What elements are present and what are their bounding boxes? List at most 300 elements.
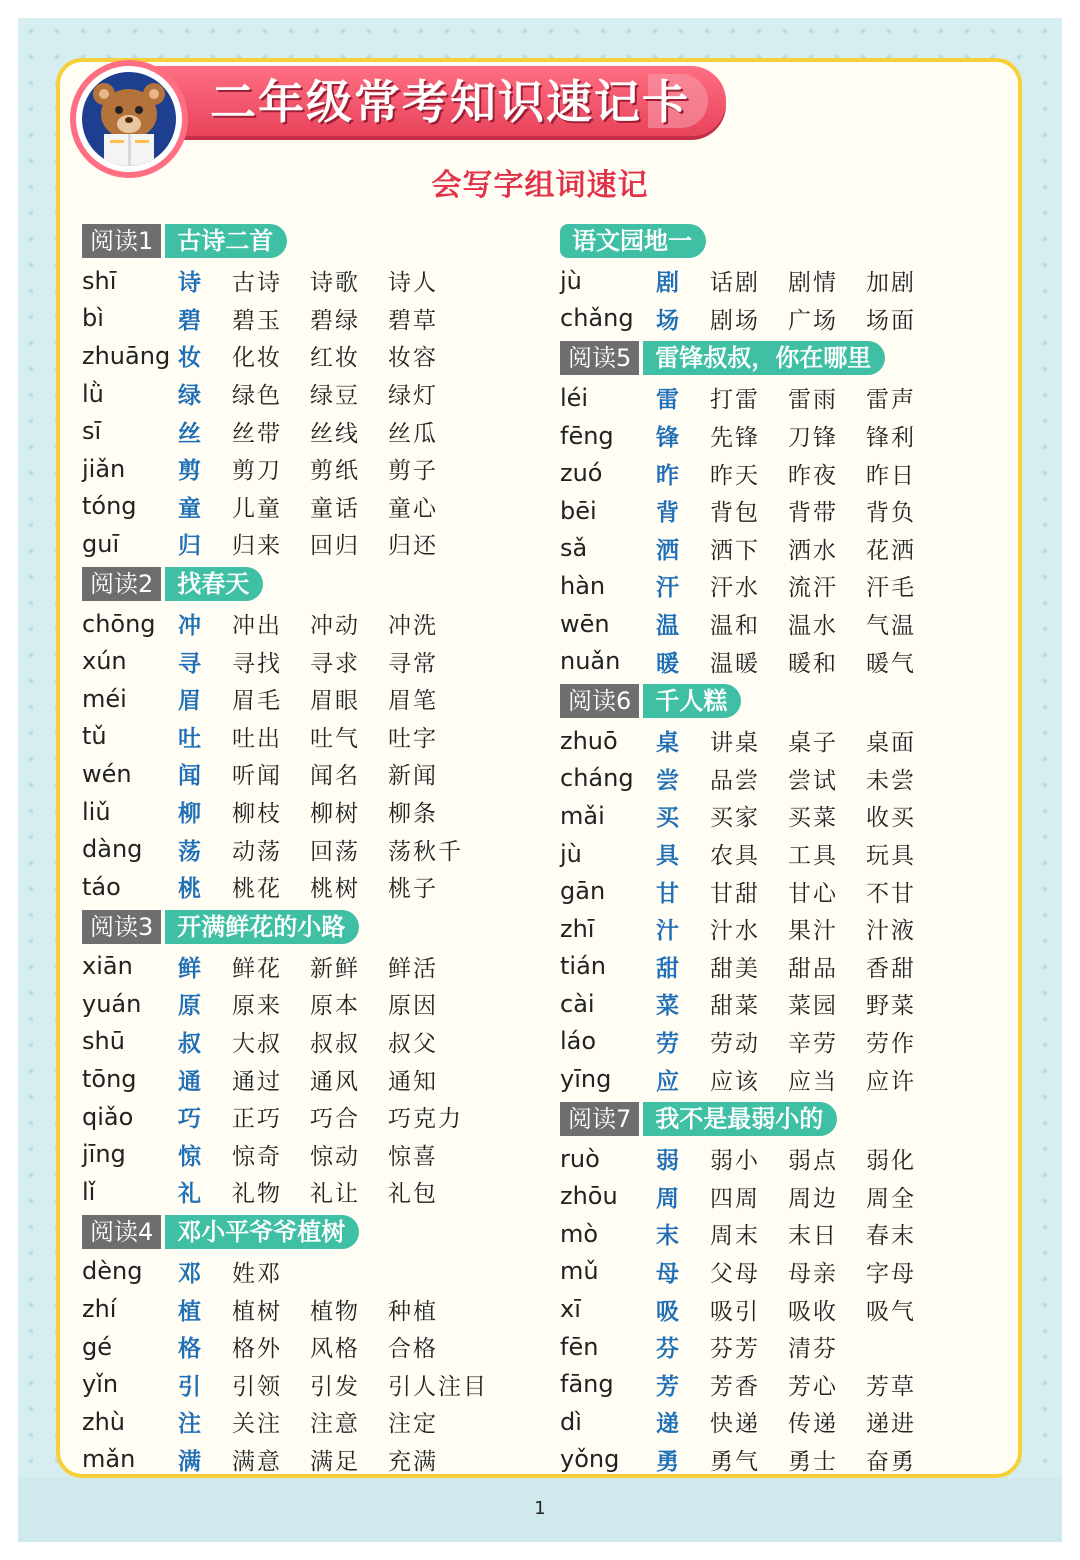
word: 桌子 xyxy=(788,730,838,757)
lesson-label: 阅读2 xyxy=(82,567,161,601)
word: 吸引 xyxy=(710,1298,760,1325)
word: 叔父 xyxy=(388,1030,438,1057)
subtitle: 会写字组词速记 xyxy=(431,168,649,203)
lesson-label: 阅读6 xyxy=(560,684,639,718)
word: 通过 xyxy=(232,1068,282,1095)
word: 场面 xyxy=(866,307,916,334)
word-row xyxy=(560,567,980,605)
word: 丝带 xyxy=(232,420,282,447)
character: 桌 xyxy=(656,730,679,757)
word: 勇气 xyxy=(710,1448,760,1475)
character: 引 xyxy=(178,1373,201,1400)
word: 惊动 xyxy=(310,1143,360,1170)
character: 昨 xyxy=(656,462,679,489)
word: 温和 xyxy=(710,613,760,640)
character: 周 xyxy=(656,1185,679,1212)
character: 洒 xyxy=(656,537,679,564)
word: 关注 xyxy=(232,1411,282,1438)
word: 果汁 xyxy=(788,918,838,945)
word: 丝线 xyxy=(310,420,360,447)
pinyin: ruò xyxy=(560,1144,600,1173)
word-row xyxy=(560,872,980,910)
character: 买 xyxy=(656,805,679,832)
word: 锋利 xyxy=(866,425,916,452)
word: 末日 xyxy=(788,1223,838,1250)
word: 回荡 xyxy=(310,838,360,865)
character: 鲜 xyxy=(178,955,201,982)
lesson-label: 阅读4 xyxy=(82,1215,161,1249)
pinyin: táo xyxy=(82,872,121,901)
word: 冲洗 xyxy=(388,613,438,640)
character: 荡 xyxy=(178,838,201,865)
character: 邓 xyxy=(178,1260,201,1287)
word: 应该 xyxy=(710,1068,760,1095)
word: 打雷 xyxy=(710,387,760,414)
word: 化妆 xyxy=(232,345,282,372)
word: 注意 xyxy=(310,1411,360,1438)
character: 巧 xyxy=(178,1106,201,1133)
character: 冲 xyxy=(178,613,201,640)
word: 递进 xyxy=(866,1411,916,1438)
word: 鲜花 xyxy=(232,955,282,982)
word: 背带 xyxy=(788,500,838,527)
word: 剪子 xyxy=(388,458,438,485)
topic-label: 开满鲜花的小路 xyxy=(165,910,359,944)
word: 广场 xyxy=(788,307,838,334)
pinyin: jù xyxy=(560,839,582,868)
character: 暖 xyxy=(656,650,679,677)
word-row xyxy=(560,985,980,1023)
word: 讲桌 xyxy=(710,730,760,757)
word-row xyxy=(560,948,980,986)
pinyin: dì xyxy=(560,1407,582,1436)
character: 通 xyxy=(178,1068,201,1095)
pinyin: mò xyxy=(560,1219,599,1248)
word-row xyxy=(560,492,980,530)
word: 芳草 xyxy=(866,1373,916,1400)
word-row xyxy=(560,1290,980,1328)
word: 背包 xyxy=(710,500,760,527)
character: 汗 xyxy=(656,575,679,602)
word: 童心 xyxy=(388,495,438,522)
word: 暖气 xyxy=(866,650,916,677)
word: 话剧 xyxy=(710,270,760,297)
word: 通知 xyxy=(388,1068,438,1095)
word: 满意 xyxy=(232,1448,282,1475)
word: 未尝 xyxy=(866,767,916,794)
pinyin: guī xyxy=(82,529,120,558)
word-row xyxy=(82,948,502,986)
pinyin: láo xyxy=(560,1027,597,1056)
word-row xyxy=(560,1140,980,1178)
word: 温暖 xyxy=(710,650,760,677)
word: 桃子 xyxy=(388,876,438,903)
word: 童话 xyxy=(310,495,360,522)
word: 绿色 xyxy=(232,383,282,410)
pinyin: méi xyxy=(82,684,127,713)
character: 诗 xyxy=(178,270,201,297)
word-row xyxy=(82,1098,502,1136)
character: 柳 xyxy=(178,801,201,828)
character: 闻 xyxy=(178,763,201,790)
lesson-label: 阅读3 xyxy=(82,910,161,944)
word: 昨日 xyxy=(866,462,916,489)
word: 满足 xyxy=(310,1448,360,1475)
word: 玩具 xyxy=(866,843,916,870)
word: 弱小 xyxy=(710,1148,760,1175)
word-row xyxy=(560,835,980,873)
word: 吐出 xyxy=(232,725,282,752)
word: 寻求 xyxy=(310,650,360,677)
word: 奋勇 xyxy=(866,1448,916,1475)
character: 弱 xyxy=(656,1148,679,1175)
word: 汁液 xyxy=(866,918,916,945)
pinyin: fēng xyxy=(560,421,614,450)
character: 丝 xyxy=(178,420,201,447)
word-row xyxy=(560,417,980,455)
word: 惊喜 xyxy=(388,1143,438,1170)
word-row xyxy=(82,642,502,680)
word: 甘甜 xyxy=(710,880,760,907)
page-title: 二年级常考知识速记卡 xyxy=(210,75,690,129)
word: 吸气 xyxy=(866,1298,916,1325)
word-row xyxy=(82,375,502,413)
lesson-label: 阅读1 xyxy=(82,224,161,258)
word: 荡秋千 xyxy=(388,838,463,865)
pinyin: zhù xyxy=(82,1407,126,1436)
word: 礼物 xyxy=(232,1181,282,1208)
pinyin: tóng xyxy=(82,492,137,521)
word-row xyxy=(560,1177,980,1215)
word: 周末 xyxy=(710,1223,760,1250)
section-header xyxy=(82,224,502,258)
word: 甜菜 xyxy=(710,993,760,1020)
word-row xyxy=(82,1135,502,1173)
pinyin: gān xyxy=(560,877,606,906)
word: 传递 xyxy=(788,1411,838,1438)
character: 背 xyxy=(656,500,679,527)
pinyin: gé xyxy=(82,1332,112,1361)
character: 甜 xyxy=(656,955,679,982)
section-header xyxy=(560,1102,980,1136)
topic-label: 千人糕 xyxy=(643,684,741,718)
pinyin: chǎng xyxy=(560,304,634,333)
word: 碧玉 xyxy=(232,307,282,334)
word: 花洒 xyxy=(866,537,916,564)
word: 礼包 xyxy=(388,1181,438,1208)
word: 吐气 xyxy=(310,725,360,752)
word: 叔叔 xyxy=(310,1030,360,1057)
word: 格外 xyxy=(232,1336,282,1363)
word: 寻常 xyxy=(388,650,438,677)
pinyin: léi xyxy=(560,383,589,412)
word: 柳条 xyxy=(388,801,438,828)
pinyin: tōng xyxy=(82,1065,137,1094)
pinyin: zhuō xyxy=(560,726,618,755)
pinyin: jīng xyxy=(82,1140,126,1169)
character: 吐 xyxy=(178,725,201,752)
word: 劳动 xyxy=(710,1030,760,1057)
word-row xyxy=(560,1023,980,1061)
character: 寻 xyxy=(178,650,201,677)
topic-label: 找春天 xyxy=(165,567,263,601)
word-row xyxy=(560,454,980,492)
word: 父母 xyxy=(710,1260,760,1287)
pinyin: zhī xyxy=(560,914,595,943)
pinyin: yǐn xyxy=(82,1370,119,1399)
character: 尝 xyxy=(656,767,679,794)
word: 冲出 xyxy=(232,613,282,640)
word: 周边 xyxy=(788,1185,838,1212)
lesson-label: 阅读7 xyxy=(560,1102,639,1136)
topic-label: 我不是最弱小的 xyxy=(643,1102,837,1136)
word-row xyxy=(82,985,502,1023)
word-row xyxy=(82,488,502,526)
word: 劳作 xyxy=(866,1030,916,1057)
pinyin: bēi xyxy=(560,496,597,525)
left-column xyxy=(82,220,502,1478)
word: 注定 xyxy=(388,1411,438,1438)
word: 买家 xyxy=(710,805,760,832)
pinyin: jiǎn xyxy=(82,454,126,483)
word-row xyxy=(560,379,980,417)
word: 眉笔 xyxy=(388,688,438,715)
character: 锋 xyxy=(656,425,679,452)
pinyin: fāng xyxy=(560,1370,614,1399)
character: 绿 xyxy=(178,383,201,410)
character: 叔 xyxy=(178,1030,201,1057)
word-row xyxy=(560,262,980,300)
word-row xyxy=(560,1365,980,1403)
page-number: 1 xyxy=(534,1498,546,1519)
word: 回归 xyxy=(310,533,360,560)
word: 雷声 xyxy=(866,387,916,414)
word: 原因 xyxy=(388,993,438,1020)
word: 桃花 xyxy=(232,876,282,903)
word: 洒水 xyxy=(788,537,838,564)
character: 桃 xyxy=(178,876,201,903)
word: 闻名 xyxy=(310,763,360,790)
character: 惊 xyxy=(178,1143,201,1170)
pinyin: cháng xyxy=(560,764,634,793)
section-header xyxy=(560,341,980,375)
word-row xyxy=(560,797,980,835)
section-header xyxy=(560,684,980,718)
pinyin: shī xyxy=(82,266,117,295)
word-row xyxy=(560,1253,980,1291)
word: 冲动 xyxy=(310,613,360,640)
word: 温水 xyxy=(788,613,838,640)
word: 引发 xyxy=(310,1373,360,1400)
word: 姓邓 xyxy=(232,1260,282,1287)
topic-label: 语文园地一 xyxy=(560,224,706,258)
character: 眉 xyxy=(178,688,201,715)
pinyin: cài xyxy=(560,989,595,1018)
word-row xyxy=(82,1403,502,1441)
pinyin: lǜ xyxy=(82,379,104,408)
word-row xyxy=(82,718,502,756)
word-row xyxy=(82,1441,502,1479)
word-row xyxy=(82,830,502,868)
word: 引领 xyxy=(232,1373,282,1400)
character: 芬 xyxy=(656,1336,679,1363)
word: 吐字 xyxy=(388,725,438,752)
word: 工具 xyxy=(788,843,838,870)
character: 芳 xyxy=(656,1373,679,1400)
word: 植物 xyxy=(310,1298,360,1325)
pinyin: tián xyxy=(560,952,606,981)
word-row xyxy=(82,1173,502,1211)
word: 雷雨 xyxy=(788,387,838,414)
word: 收买 xyxy=(866,805,916,832)
word: 诗人 xyxy=(388,270,438,297)
word: 原来 xyxy=(232,993,282,1020)
character: 妆 xyxy=(178,345,201,372)
word: 四周 xyxy=(710,1185,760,1212)
word: 气温 xyxy=(866,613,916,640)
word: 菜园 xyxy=(788,993,838,1020)
word: 汗毛 xyxy=(866,575,916,602)
word: 鲜活 xyxy=(388,955,438,982)
word: 甜品 xyxy=(788,955,838,982)
word: 辛劳 xyxy=(788,1030,838,1057)
word: 植树 xyxy=(232,1298,282,1325)
character: 汁 xyxy=(656,918,679,945)
word: 风格 xyxy=(310,1336,360,1363)
character: 应 xyxy=(656,1068,679,1095)
pinyin: dèng xyxy=(82,1257,143,1286)
word: 春末 xyxy=(866,1223,916,1250)
bear-mascot-badge xyxy=(76,66,182,172)
word: 昨夜 xyxy=(788,462,838,489)
character: 勇 xyxy=(656,1448,679,1475)
word: 寻找 xyxy=(232,650,282,677)
word: 柳枝 xyxy=(232,801,282,828)
word-row xyxy=(82,1365,502,1403)
word: 归还 xyxy=(388,533,438,560)
word: 品尝 xyxy=(710,767,760,794)
character: 植 xyxy=(178,1298,201,1325)
pinyin: zhuāng xyxy=(82,341,171,370)
pinyin: xún xyxy=(82,647,127,676)
pinyin: qiǎo xyxy=(82,1102,134,1131)
section-header xyxy=(560,224,980,258)
topic-label: 古诗二首 xyxy=(165,224,287,258)
section-header xyxy=(82,1215,502,1249)
character: 原 xyxy=(178,993,201,1020)
pinyin: sǎ xyxy=(560,534,588,563)
pinyin: fēn xyxy=(560,1332,599,1361)
character: 满 xyxy=(178,1448,201,1475)
word: 大叔 xyxy=(232,1030,282,1057)
character: 递 xyxy=(656,1411,679,1438)
word: 汁水 xyxy=(710,918,760,945)
word: 暖和 xyxy=(788,650,838,677)
word-row xyxy=(82,793,502,831)
word: 周全 xyxy=(866,1185,916,1212)
word: 丝瓜 xyxy=(388,420,438,447)
word-row xyxy=(560,1441,980,1479)
word-row xyxy=(82,262,502,300)
word: 弱点 xyxy=(788,1148,838,1175)
word: 眉眼 xyxy=(310,688,360,715)
word: 清芬 xyxy=(788,1336,838,1363)
section-header xyxy=(82,567,502,601)
word: 惊奇 xyxy=(232,1143,282,1170)
character: 礼 xyxy=(178,1181,201,1208)
word: 吸收 xyxy=(788,1298,838,1325)
word: 碧草 xyxy=(388,307,438,334)
word: 儿童 xyxy=(232,495,282,522)
word: 尝试 xyxy=(788,767,838,794)
word: 原本 xyxy=(310,993,360,1020)
section-header xyxy=(82,910,502,944)
pinyin: zuó xyxy=(560,459,603,488)
pinyin: xī xyxy=(560,1295,581,1324)
word: 碧绿 xyxy=(310,307,360,334)
word: 香甜 xyxy=(866,955,916,982)
word: 芳心 xyxy=(788,1373,838,1400)
word-row xyxy=(560,300,980,338)
word: 甜美 xyxy=(710,955,760,982)
word: 剧场 xyxy=(710,307,760,334)
character: 剪 xyxy=(178,458,201,485)
pinyin: yīng xyxy=(560,1065,612,1094)
word: 妆容 xyxy=(388,345,438,372)
word: 买菜 xyxy=(788,805,838,832)
word-row xyxy=(560,1060,980,1098)
character: 母 xyxy=(656,1260,679,1287)
word: 新鲜 xyxy=(310,955,360,982)
word: 加剧 xyxy=(866,270,916,297)
word: 新闻 xyxy=(388,763,438,790)
word-row xyxy=(82,755,502,793)
pinyin: wén xyxy=(82,759,132,788)
word: 先锋 xyxy=(710,425,760,452)
word-row xyxy=(82,868,502,906)
word: 背负 xyxy=(866,500,916,527)
pinyin: zhōu xyxy=(560,1182,618,1211)
pinyin: shū xyxy=(82,1027,125,1056)
pinyin: tǔ xyxy=(82,722,107,751)
word: 农具 xyxy=(710,843,760,870)
word-row xyxy=(82,1290,502,1328)
word-row xyxy=(82,450,502,488)
word-row xyxy=(560,722,980,760)
word: 剪刀 xyxy=(232,458,282,485)
word: 剪纸 xyxy=(310,458,360,485)
word: 剧情 xyxy=(788,270,838,297)
pinyin: xiān xyxy=(82,952,133,981)
word: 应当 xyxy=(788,1068,838,1095)
right-column xyxy=(560,220,980,1478)
word: 昨天 xyxy=(710,462,760,489)
character: 碧 xyxy=(178,307,201,334)
word: 字母 xyxy=(866,1260,916,1287)
word-row xyxy=(560,530,980,568)
pinyin: jù xyxy=(560,266,582,295)
word: 礼让 xyxy=(310,1181,360,1208)
word: 归来 xyxy=(232,533,282,560)
word: 柳树 xyxy=(310,801,360,828)
word: 桌面 xyxy=(866,730,916,757)
character: 归 xyxy=(178,533,201,560)
word-row xyxy=(560,605,980,643)
character: 雷 xyxy=(656,387,679,414)
word-row xyxy=(82,605,502,643)
character: 菜 xyxy=(656,993,679,1020)
word: 芳香 xyxy=(710,1373,760,1400)
